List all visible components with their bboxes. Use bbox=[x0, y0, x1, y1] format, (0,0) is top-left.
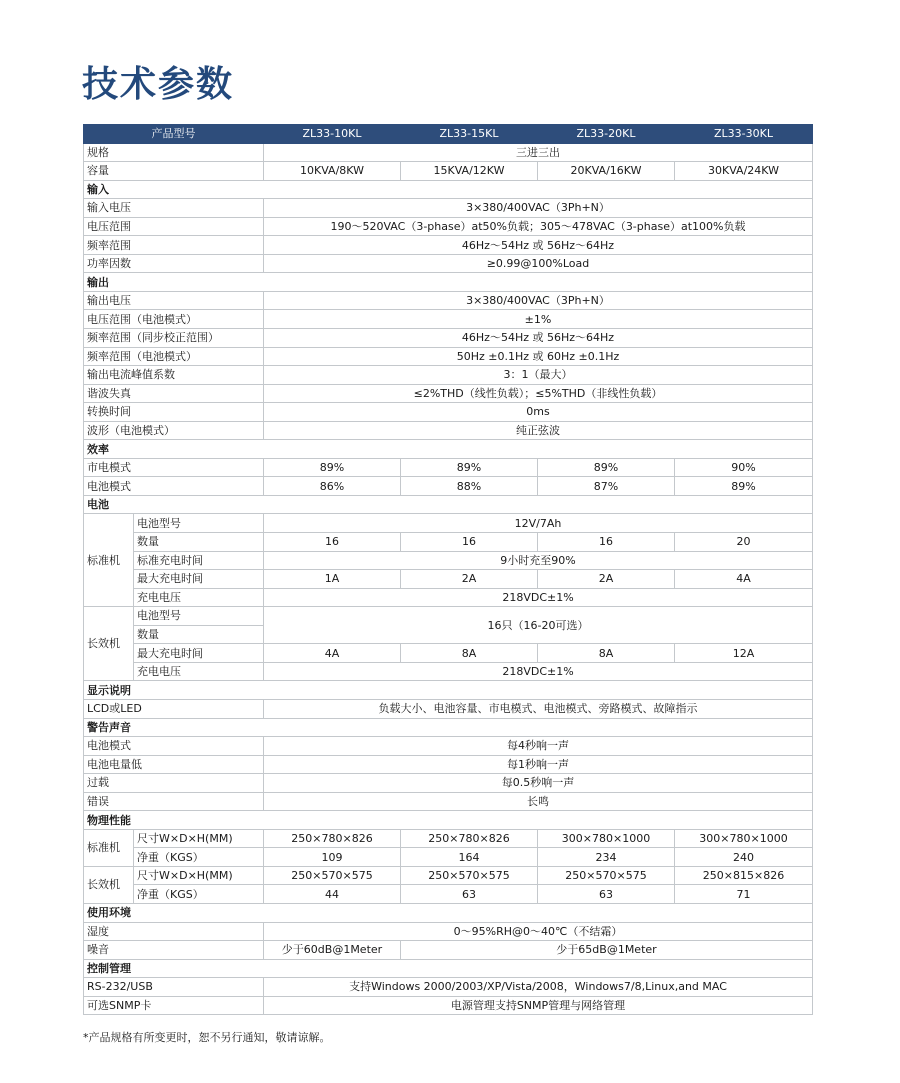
table-row bbox=[84, 533, 813, 552]
row-label: LCD或LED bbox=[84, 699, 264, 718]
table-row bbox=[84, 199, 813, 218]
row-value: 电源管理支持SNMP管理与网络管理 bbox=[264, 996, 813, 1015]
table-row bbox=[84, 477, 813, 496]
row-label: 数量 bbox=[134, 625, 264, 644]
table-row bbox=[84, 570, 813, 589]
section-header bbox=[84, 903, 813, 922]
cell: 164 bbox=[401, 848, 538, 867]
section-header bbox=[84, 959, 813, 978]
row-label: 容量 bbox=[84, 162, 264, 181]
row-label: RS-232/USB bbox=[84, 978, 264, 997]
row-label: 净重（KGS） bbox=[134, 848, 264, 867]
row-label: 噪音 bbox=[84, 941, 264, 960]
table-row bbox=[84, 403, 813, 422]
row-value: 每1秒响一声 bbox=[264, 755, 813, 774]
row-value: 0～95%RH@0～40℃（不结霜） bbox=[264, 922, 813, 941]
row-label: 过载 bbox=[84, 774, 264, 793]
section-title: 输出 bbox=[84, 273, 813, 292]
section-header bbox=[84, 811, 813, 830]
row-label: 湿度 bbox=[84, 922, 264, 941]
cell: 87% bbox=[538, 477, 675, 496]
table-row bbox=[84, 644, 813, 663]
table-row bbox=[84, 421, 813, 440]
row-label: 输出电压 bbox=[84, 291, 264, 310]
row-label: 电池型号 bbox=[134, 514, 264, 533]
cell: 250×570×575 bbox=[538, 866, 675, 885]
row-label: 电压范围（电池模式） bbox=[84, 310, 264, 329]
row-value: 每0.5秒响一声 bbox=[264, 774, 813, 793]
row-value: 3×380/400VAC（3Ph+N） bbox=[264, 199, 813, 218]
row-label: 规格 bbox=[84, 143, 264, 162]
row-label: 充电电压 bbox=[134, 662, 264, 681]
table-row bbox=[84, 755, 813, 774]
cell: 16 bbox=[538, 533, 675, 552]
row-label: 频率范围 bbox=[84, 236, 264, 255]
section-title: 输入 bbox=[84, 180, 813, 199]
row-label: 净重（KGS） bbox=[134, 885, 264, 904]
row-label: 电池型号 bbox=[134, 607, 264, 626]
row-label: 功率因数 bbox=[84, 254, 264, 273]
row-value: 16只（16-20可选） bbox=[264, 607, 813, 644]
table-row bbox=[84, 699, 813, 718]
model-4: ZL33-30KL bbox=[675, 125, 813, 144]
row-value: 9小时充至90% bbox=[264, 551, 813, 570]
row-label: 最大充电时间 bbox=[134, 644, 264, 663]
row-value: 190～520VAC（3-phase）at50%负载；305～478VAC（3-phase）at100%负载 bbox=[264, 217, 813, 236]
row-label: 输出电流峰值系数 bbox=[84, 366, 264, 385]
model-3: ZL33-20KL bbox=[538, 125, 675, 144]
row-value: 负载大小、电池容量、市电模式、电池模式、旁路模式、故障指示 bbox=[264, 699, 813, 718]
model-2: ZL33-15KL bbox=[401, 125, 538, 144]
group-label: 标准机 bbox=[84, 829, 134, 866]
section-title: 电池 bbox=[84, 495, 813, 514]
row-label: 电池模式 bbox=[84, 477, 264, 496]
row-label: 频率范围（电池模式） bbox=[84, 347, 264, 366]
cell: 2A bbox=[401, 570, 538, 589]
cell: 63 bbox=[401, 885, 538, 904]
cell: 89% bbox=[401, 458, 538, 477]
section-title: 物理性能 bbox=[84, 811, 813, 830]
row-label: 错误 bbox=[84, 792, 264, 811]
table-row bbox=[84, 607, 813, 626]
row-label: 市电模式 bbox=[84, 458, 264, 477]
section-title: 显示说明 bbox=[84, 681, 813, 700]
cell: 250×570×575 bbox=[264, 866, 401, 885]
table-row bbox=[84, 217, 813, 236]
table-row bbox=[84, 514, 813, 533]
row-label: 充电电压 bbox=[134, 588, 264, 607]
table-row bbox=[84, 143, 813, 162]
row-label: 波形（电池模式） bbox=[84, 421, 264, 440]
cell: 71 bbox=[675, 885, 813, 904]
table-row bbox=[84, 347, 813, 366]
cell: 16 bbox=[401, 533, 538, 552]
table-row bbox=[84, 829, 813, 848]
header-row bbox=[84, 125, 813, 144]
row-value: 218VDC±1% bbox=[264, 662, 813, 681]
cell: 12A bbox=[675, 644, 813, 663]
section-title: 控制管理 bbox=[84, 959, 813, 978]
table-row bbox=[84, 978, 813, 997]
cell: 1A bbox=[264, 570, 401, 589]
page-title: 技术参数 bbox=[82, 64, 235, 105]
section-title: 使用环境 bbox=[84, 903, 813, 922]
table-row bbox=[84, 291, 813, 310]
row-value: 0ms bbox=[264, 403, 813, 422]
table-row bbox=[84, 588, 813, 607]
section-header bbox=[84, 681, 813, 700]
table-row bbox=[84, 384, 813, 403]
row-label: 尺寸W×D×H(MM) bbox=[134, 829, 264, 848]
spec-table bbox=[83, 124, 813, 1015]
cell: 4A bbox=[264, 644, 401, 663]
row-label: 电压范围 bbox=[84, 217, 264, 236]
row-value: ±1% bbox=[264, 310, 813, 329]
group-label: 长效机 bbox=[84, 866, 134, 903]
table-row bbox=[84, 848, 813, 867]
section-header bbox=[84, 180, 813, 199]
row-label: 谐波失真 bbox=[84, 384, 264, 403]
row-label: 电池模式 bbox=[84, 737, 264, 756]
cell: 250×570×575 bbox=[401, 866, 538, 885]
cell: 88% bbox=[401, 477, 538, 496]
section-header bbox=[84, 440, 813, 459]
section-header bbox=[84, 495, 813, 514]
row-value: 支持Windows 2000/2003/XP/Vista/2008，Windows7/8,Linux,and MAC bbox=[264, 978, 813, 997]
cell: 250×780×826 bbox=[264, 829, 401, 848]
cell: 86% bbox=[264, 477, 401, 496]
table-row bbox=[84, 366, 813, 385]
cell: 300×780×1000 bbox=[675, 829, 813, 848]
cell: 30KVA/24KW bbox=[675, 162, 813, 181]
row-label: 最大充电时间 bbox=[134, 570, 264, 589]
row-label: 转换时间 bbox=[84, 403, 264, 422]
row-value: 218VDC±1% bbox=[264, 588, 813, 607]
table-row bbox=[84, 774, 813, 793]
cell: 16 bbox=[264, 533, 401, 552]
cell: 89% bbox=[264, 458, 401, 477]
model-1: ZL33-10KL bbox=[264, 125, 401, 144]
header-label: 产品型号 bbox=[84, 125, 264, 144]
cell: 8A bbox=[401, 644, 538, 663]
table-row bbox=[84, 329, 813, 348]
table-row bbox=[84, 236, 813, 255]
table-row bbox=[84, 885, 813, 904]
row-value: 三进三出 bbox=[264, 143, 813, 162]
cell: 20KVA/16KW bbox=[538, 162, 675, 181]
row-label: 输入电压 bbox=[84, 199, 264, 218]
table-row bbox=[84, 551, 813, 570]
cell: 240 bbox=[675, 848, 813, 867]
table-row bbox=[84, 996, 813, 1015]
row-value: ≥0.99@100%Load bbox=[264, 254, 813, 273]
row-value: ≤2%THD（线性负载）；≤5%THD（非线性负载） bbox=[264, 384, 813, 403]
table-row bbox=[84, 310, 813, 329]
row-value: 少于65dB@1Meter bbox=[401, 941, 813, 960]
row-value: 3×380/400VAC（3Ph+N） bbox=[264, 291, 813, 310]
section-header bbox=[84, 273, 813, 292]
row-value: 纯正弦波 bbox=[264, 421, 813, 440]
row-label: 尺寸W×D×H(MM) bbox=[134, 866, 264, 885]
row-value: 46Hz～54Hz 或 56Hz～64Hz bbox=[264, 329, 813, 348]
cell: 89% bbox=[675, 477, 813, 496]
cell: 89% bbox=[538, 458, 675, 477]
table-row bbox=[84, 458, 813, 477]
cell: 15KVA/12KW bbox=[401, 162, 538, 181]
cell: 2A bbox=[538, 570, 675, 589]
cell: 10KVA/8KW bbox=[264, 162, 401, 181]
cell: 90% bbox=[675, 458, 813, 477]
section-title: 效率 bbox=[84, 440, 813, 459]
row-label: 数量 bbox=[134, 533, 264, 552]
group-label: 长效机 bbox=[84, 607, 134, 681]
row-value: 长鸣 bbox=[264, 792, 813, 811]
table-row bbox=[84, 737, 813, 756]
section-header bbox=[84, 718, 813, 737]
row-label: 标准充电时间 bbox=[134, 551, 264, 570]
cell: 300×780×1000 bbox=[538, 829, 675, 848]
cell: 少于60dB@1Meter bbox=[264, 941, 401, 960]
footnote: *产品规格有所变更时，恕不另行通知，敬请谅解。 bbox=[83, 1031, 331, 1044]
row-value: 每4秒响一声 bbox=[264, 737, 813, 756]
cell: 109 bbox=[264, 848, 401, 867]
row-value: 3：1（最大） bbox=[264, 366, 813, 385]
row-value: 46Hz～54Hz 或 56Hz～64Hz bbox=[264, 236, 813, 255]
row-label: 频率范围（同步校正范围） bbox=[84, 329, 264, 348]
row-label: 可选SNMP卡 bbox=[84, 996, 264, 1015]
cell: 63 bbox=[538, 885, 675, 904]
table-row bbox=[84, 922, 813, 941]
cell: 20 bbox=[675, 533, 813, 552]
row-label: 电池电量低 bbox=[84, 755, 264, 774]
row-value: 12V/7Ah bbox=[264, 514, 813, 533]
table-row bbox=[84, 941, 813, 960]
row-value: 50Hz ±0.1Hz 或 60Hz ±0.1Hz bbox=[264, 347, 813, 366]
table-row bbox=[84, 866, 813, 885]
cell: 8A bbox=[538, 644, 675, 663]
section-title: 警告声音 bbox=[84, 718, 813, 737]
group-label: 标准机 bbox=[84, 514, 134, 607]
cell: 250×815×826 bbox=[675, 866, 813, 885]
table-row bbox=[84, 792, 813, 811]
cell: 250×780×826 bbox=[401, 829, 538, 848]
table-row bbox=[84, 662, 813, 681]
cell: 234 bbox=[538, 848, 675, 867]
table-row bbox=[84, 162, 813, 181]
cell: 4A bbox=[675, 570, 813, 589]
cell: 44 bbox=[264, 885, 401, 904]
table-row bbox=[84, 254, 813, 273]
